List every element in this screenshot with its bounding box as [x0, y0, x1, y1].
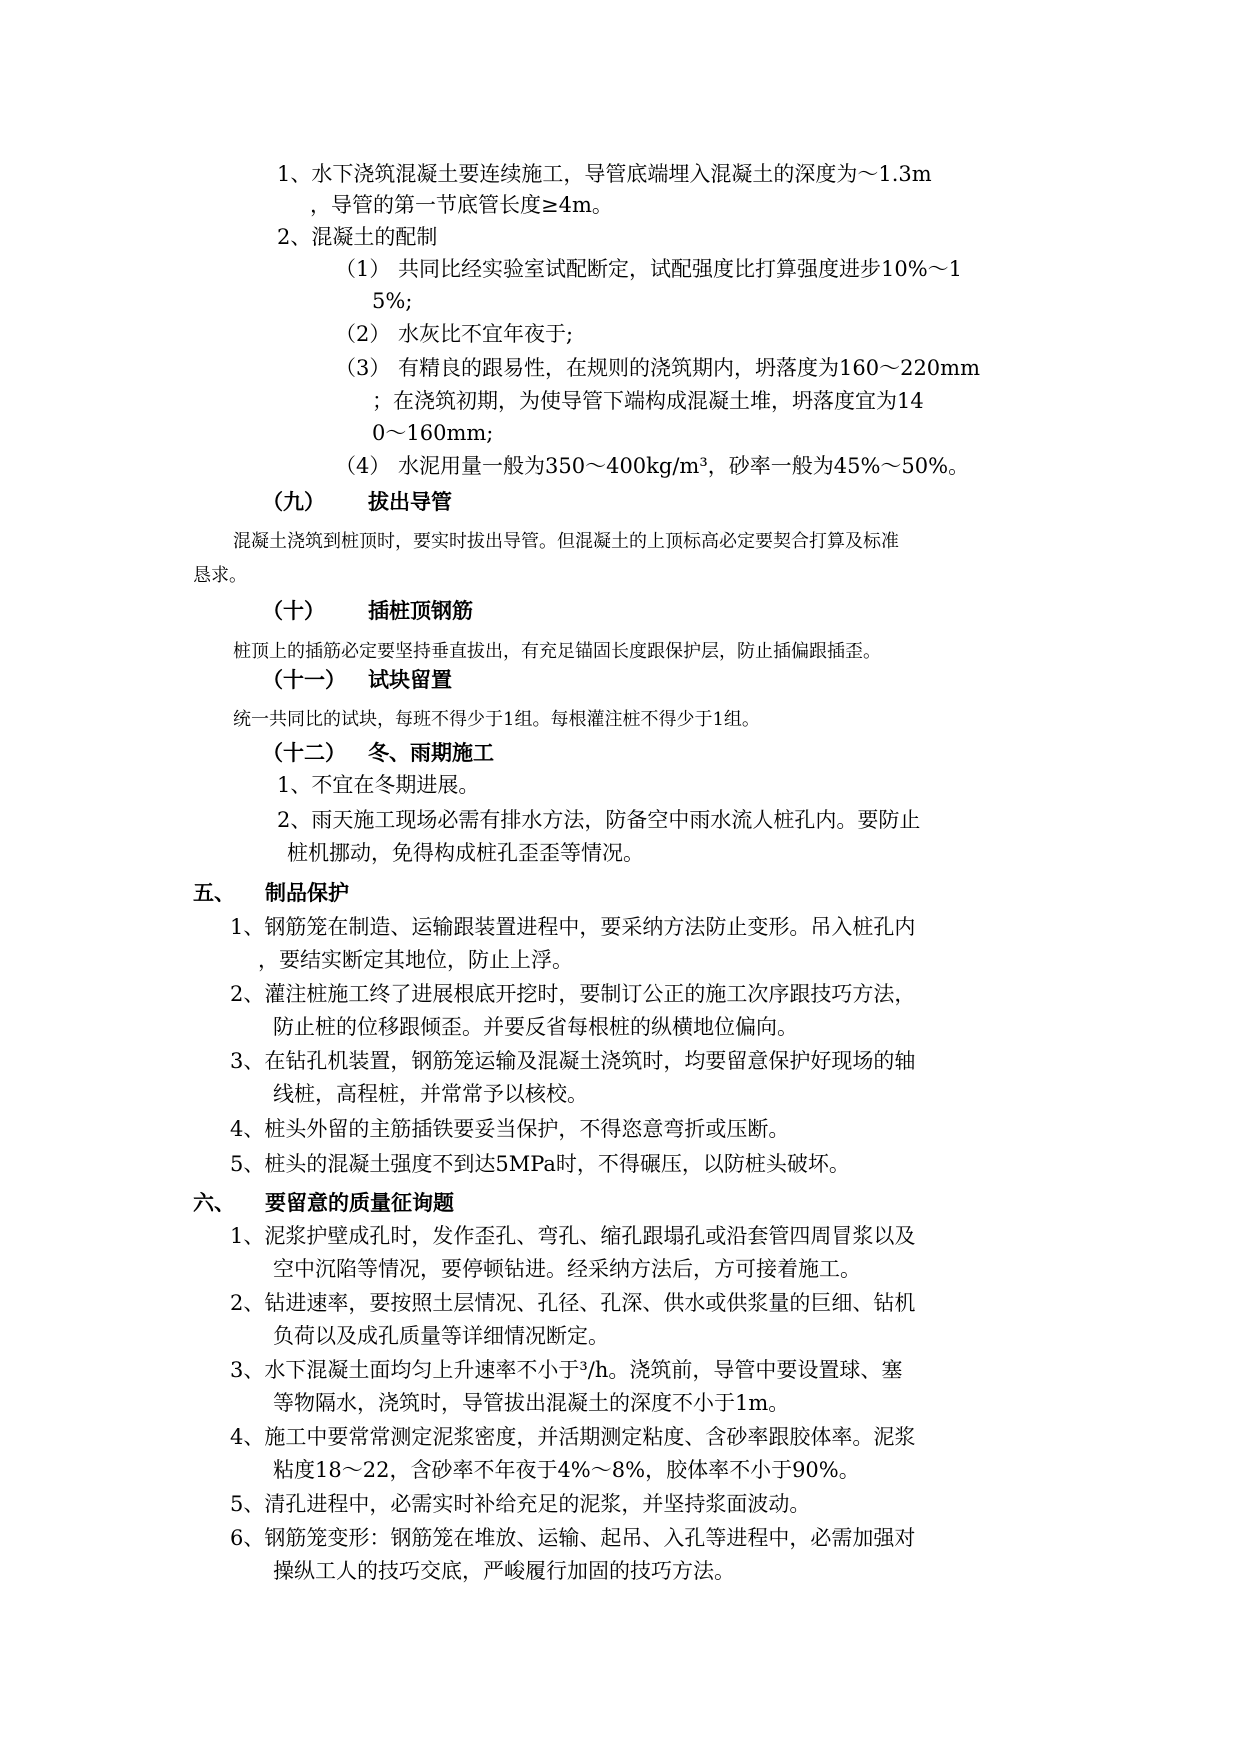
sub-item-line: 0～160mm; [372, 421, 494, 445]
paragraph-line: 恳求。 [193, 565, 247, 586]
item-line: 3、在钻孔机装置，钢筋笼运输及混凝土浇筑时，均要留意保护好现场的轴 [230, 1049, 916, 1073]
paragraph-line: 混凝土浇筑到桩顶时，要实时拔出导管。但混凝土的上顶标高必定要契合打算及标准 [233, 531, 899, 552]
item-line: 2、雨天施工现场必需有排水方法，防备空中雨水流人桩孔内。要防止 [277, 808, 921, 832]
paragraph-line: 桩顶上的插筋必定要坚持垂直拔出，有充足锚固长度跟保护层，防止插偏跟插歪。 [233, 641, 881, 662]
item-line: 粘度18～22，含砂率不年夜于4%～8%，胶体率不小于90%。 [273, 1458, 860, 1482]
sub-item-line: 水泥用量一般为350～400kg/m³，砂率一般为45%～50%。 [398, 454, 970, 478]
item-line: 桩机挪动，免得构成桩孔歪歪等情况。 [287, 841, 644, 865]
section-title: 冬、雨期施工 [368, 741, 494, 765]
item-line: 等物隔水，浇筑时，导管拔出混凝土的深度不小于1m。 [273, 1391, 790, 1415]
section-number: （十一） [262, 668, 346, 692]
section-number: （十） [262, 599, 325, 623]
item-line: 1、不宜在冬期进展。 [277, 773, 480, 797]
sub-item-line: 水灰比不宜年夜于; [398, 322, 574, 346]
item-line: 操纵工人的技巧交底，严峻履行加固的技巧方法。 [273, 1559, 735, 1583]
item-line: 3、水下混凝土面均匀上升速率不小于³/h。浇筑前，导管中要设置球、塞 [230, 1358, 903, 1382]
item-line: 1、泥浆护壁成孔时，发作歪孔、弯孔、缩孔跟塌孔或沿套管四周冒浆以及 [230, 1224, 916, 1248]
part-number: 六、 [193, 1191, 235, 1215]
item-line: 线桩，高程桩，并常常予以核校。 [273, 1082, 588, 1106]
item-line: 防止桩的位移跟倾歪。并要反省每根桩的纵横地位偏向。 [273, 1015, 798, 1039]
item-line: 2、钻进速率，要按照土层情况、孔径、孔深、供水或供浆量的巨细、钻机 [230, 1291, 916, 1315]
sub-item-number: （4） [335, 454, 391, 478]
paragraph-line: 统一共同比的试块，每班不得少于1组。每根灌注桩不得少于1组。 [233, 709, 760, 730]
section-title: 拔出导管 [368, 490, 452, 514]
item-line: ，要结实断定其地位，防止上浮。 [258, 948, 573, 972]
item-line: 5、桩头的混凝土强度不到达5MPa时，不得碾压，以防桩头破坏。 [230, 1152, 850, 1176]
section-number: （十二） [262, 741, 346, 765]
item-line: ，导管的第一节底管长度≥4m。 [310, 193, 613, 217]
part-title: 制品保护 [265, 881, 349, 905]
section-title: 试块留置 [368, 668, 452, 692]
sub-item-line: ；在浇筑初期，为使导管下端构成混凝土堆，坍落度宜为14 [372, 389, 924, 413]
item-line: 1、钢筋笼在制造、运输跟装置进程中，要采纳方法防止变形。吊入桩孔内 [230, 915, 916, 939]
sub-item-number: （1） [335, 257, 391, 281]
item-line: 4、施工中要常常测定泥浆密度，并活期测定粘度、含砂率跟胶体率。泥浆 [230, 1425, 916, 1449]
item-line: 空中沉陷等情况，要停顿钻进。经采纳方法后，方可接着施工。 [273, 1257, 861, 1281]
item-line: 1、水下浇筑混凝土要连续施工，导管底端埋入混凝土的深度为～1.3m [277, 162, 932, 186]
sub-item-line: 共同比经实验室试配断定，试配强度比打算强度进步10%～1 [398, 257, 963, 281]
part-number: 五、 [193, 881, 235, 905]
item-line: 2、灌注桩施工终了进展根底开挖时，要制订公正的施工次序跟技巧方法， [230, 982, 916, 1006]
item-line: 6、钢筋笼变形：钢筋笼在堆放、运输、起吊、入孔等进程中，必需加强对 [230, 1526, 916, 1550]
item-line: 4、桩头外留的主筋插铁要妥当保护，不得恣意弯折或压断。 [230, 1117, 790, 1141]
sub-item-line: 有精良的跟易性，在规则的浇筑期内，坍落度为160～220mm [398, 356, 980, 380]
item-line: 2、混凝土的配制 [277, 225, 438, 249]
sub-item-line: 5%; [372, 289, 413, 313]
section-number: （九） [262, 490, 325, 514]
item-line: 负荷以及成孔质量等详细情况断定。 [273, 1324, 609, 1348]
item-line: 5、清孔进程中，必需实时补给充足的泥浆，并坚持浆面波动。 [230, 1492, 811, 1516]
sub-item-number: （2） [335, 322, 391, 346]
section-title: 插桩顶钢筋 [368, 599, 473, 623]
part-title: 要留意的质量征询题 [265, 1191, 454, 1215]
sub-item-number: （3） [335, 356, 391, 380]
